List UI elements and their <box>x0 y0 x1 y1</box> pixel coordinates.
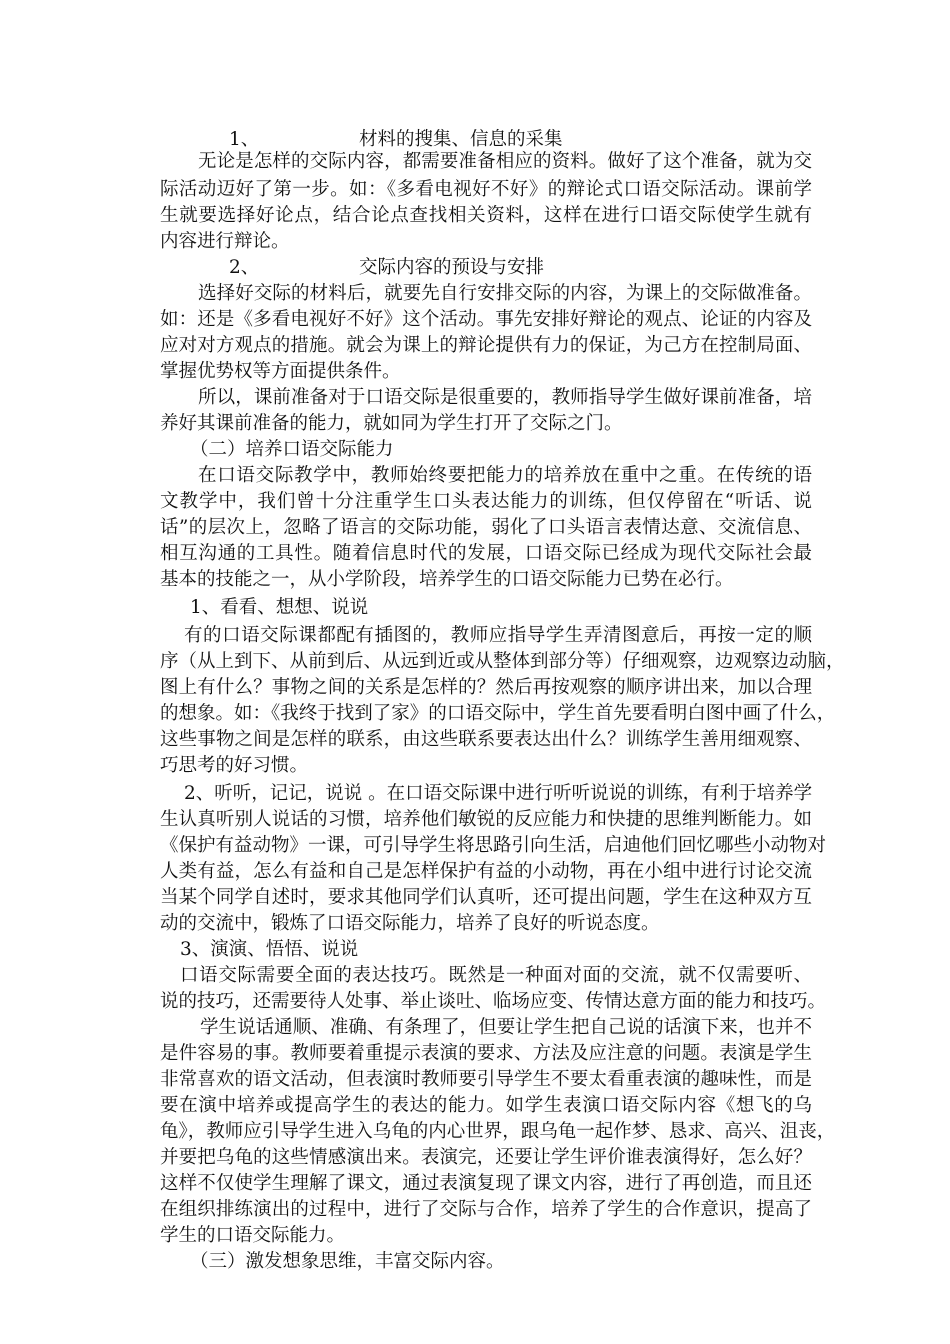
section-heading: （三）激发想象思维，丰富交际内容。 <box>190 1251 505 1272</box>
section-number: 2、 <box>229 257 260 278</box>
paragraph-line: 养好其课前准备的能力，就如同为学生打开了交际之门。 <box>160 413 623 434</box>
paragraph-line: 文教学中，我们曾十分注重学生口头表达能力的训练，但仅停留在“听话、说 <box>160 491 812 512</box>
paragraph-line: 有的口语交际课都配有插图的，教师应指导学生弄清图意后，再按一定的顺 <box>184 625 812 646</box>
paragraph-line: 无论是怎样的交际内容，都需要准备相应的资料。做好了这个准备，就为交 <box>198 151 812 172</box>
section-number: 1、 <box>229 129 260 150</box>
paragraph-line: 是件容易的事。教师要着重提示表演的要求、方法及应注意的问题。表演是学生 <box>160 1043 812 1064</box>
paragraph-line: 际活动迈好了第一步。如：《多看电视好不好》的辩论式口语交际活动。课前学 <box>160 179 812 200</box>
section-title: 材料的搜集、信息的采集 <box>359 129 563 150</box>
paragraph-line: 内容进行辩论。 <box>160 231 290 252</box>
paragraph-line: 学生的口语交际能力。 <box>160 1225 346 1246</box>
paragraph-line: 所以，课前准备对于口语交际是很重要的，教师指导学生做好课前准备，培 <box>198 387 812 408</box>
section-heading: （二）培养口语交际能力 <box>190 439 394 460</box>
paragraph-line: 的想象。如：《我终于找到了家》的口语交际中，学生首先要看明白图中画了什么， <box>160 703 836 724</box>
paragraph-line: 当某个同学自述时，要求其他同学们认真听，还可提出问题，学生在这种双方互 <box>160 887 812 908</box>
paragraph-line: 口语交际需要全面的表达技巧。既然是一种面对面的交流，就不仅需要听、 <box>180 965 812 986</box>
paragraph-line: 生就要选择好论点，结合论点查找相关资料，这样在进行口语交际使学生就有 <box>160 205 812 226</box>
section-heading-2 <box>229 254 544 282</box>
paragraph-line: 《保护有益动物》一课，可引导学生将思路引向生活，启迪他们回忆哪些小动物对 <box>160 835 827 856</box>
paragraph-line: 序（从上到下、从前到后、从远到近或从整体到部分等）仔细观察，边观察边动脑， <box>160 651 845 672</box>
paragraph-line: 在组织排练演出的过程中，进行了交际与合作，培养了学生的合作意识，提高了 <box>160 1199 812 1220</box>
paragraph-line: 说的技巧，还需要待人处事、举止谈吐、临场应变、传情达意方面的能力和技巧。 <box>160 991 827 1012</box>
paragraph-line: 相互沟通的工具性。随着信息时代的发展，口语交际已经成为现代交际社会最 <box>160 543 812 564</box>
subsection-heading: 3、演演、悟悟、说说 <box>180 939 359 960</box>
paragraph-line: 掌握优势权等方面提供条件。 <box>160 361 401 382</box>
paragraph-line: 龟》，教师应引导学生进入乌龟的内心世界，跟乌龟一起作梦、恳求、高兴、沮丧， <box>160 1121 836 1142</box>
subsection-heading: 1、看看、想想、说说 <box>190 597 369 618</box>
paragraph-line: 非常喜欢的语文活动，但表演时教师要引导学生不要太看重表演的趣味性，而是 <box>160 1069 812 1090</box>
paragraph-line: 话”的层次上，忽略了语言的交际功能，弱化了口头语言表情达意、交流信息、 <box>160 517 812 538</box>
paragraph-line: 这些事物之间是怎样的联系，由这些联系要表达出什么？训练学生善用细观察、 <box>160 729 812 750</box>
paragraph-line: 这样不仅使学生理解了课文，通过表演复现了课文内容，进行了再创造，而且还 <box>160 1173 812 1194</box>
paragraph-line: 学生说话通顺、准确、有条理了，但要让学生把自己说的话演下来，也并不 <box>200 1017 812 1038</box>
paragraph-line: 应对对方观点的措施。就会为课上的辩论提供有力的保证，为己方在控制局面、 <box>160 335 812 356</box>
paragraph-line: 人类有益，怎么有益和自己是怎样保护有益的小动物，再在小组中进行讨论交流 <box>160 861 812 882</box>
paragraph-line: 如：还是《多看电视好不好》这个活动。事先安排好辩论的观点、论证的内容及 <box>160 309 812 330</box>
paragraph-line: 基本的技能之一，从小学阶段，培养学生的口语交际能力已势在必行。 <box>160 569 734 590</box>
paragraph-line: 巧思考的好习惯。 <box>160 755 309 776</box>
section-title: 交际内容的预设与安排 <box>359 257 545 278</box>
paragraph-line: 生认真听别人说话的习惯，培养他们敏锐的反应能力和快捷的思维判断能力。如 <box>160 809 812 830</box>
paragraph-line: 图上有什么？事物之间的关系是怎样的？然后再按观察的顺序讲出来，加以合理 <box>160 677 812 698</box>
paragraph-line: 选择好交际的材料后，就要先自行安排交际的内容，为课上的交际做准备。 <box>198 283 812 304</box>
paragraph-line: 并要把乌龟的这些情感演出来。表演完，还要让学生评价谁表演得好，怎么好？ <box>160 1147 812 1168</box>
paragraph-line: 动的交流中，锻炼了口语交际能力，培养了良好的听说态度。 <box>160 913 660 934</box>
paragraph-line: 在口语交际教学中，教师始终要把能力的培养放在重中之重。在传统的语 <box>198 465 812 486</box>
paragraph-line: 2、听听，记记，说说 。在口语交际课中进行听听说说的训练，有利于培养学 <box>184 783 813 804</box>
paragraph-line: 要在演中培养或提高学生的表达的能力。如学生表演口语交际内容《想飞的乌 <box>160 1095 812 1116</box>
